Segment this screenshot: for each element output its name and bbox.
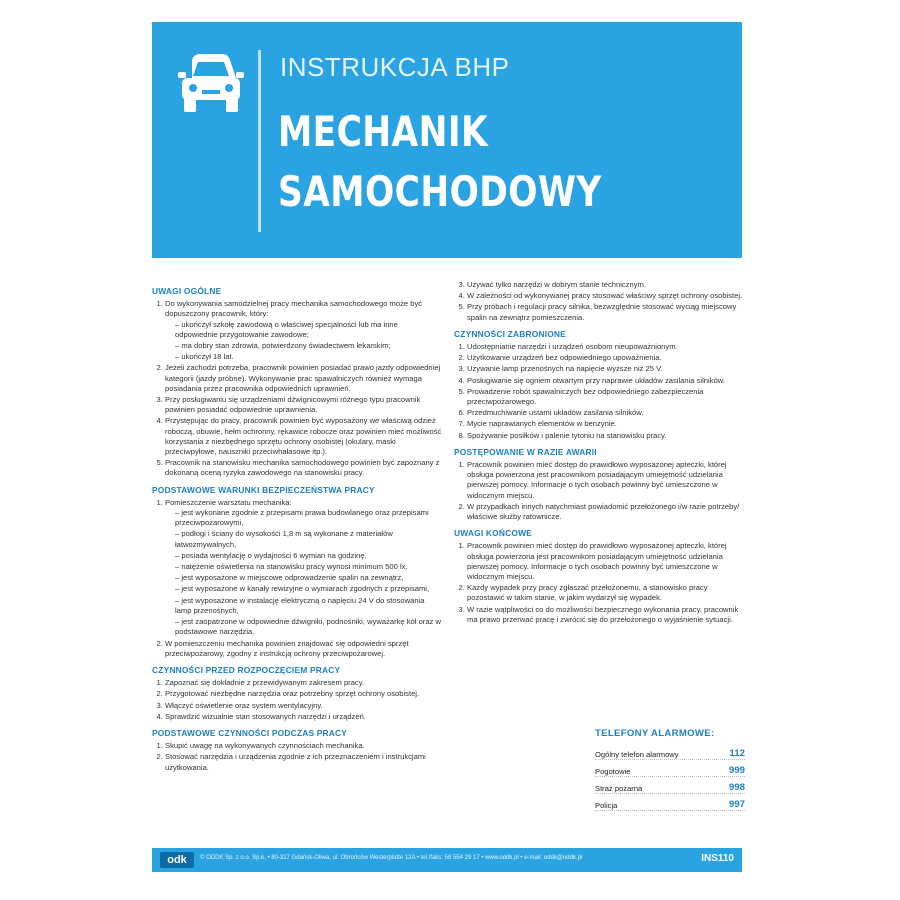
list-item: 1. Do wykonywania samodzielnej pracy mechanika samochodowego może być dopuszczony pracownik, który: – ukończył szkołę zawodową o właściwej specjalności lub ma inne odpowiednie przygotowanie zawodowe; – ma dobry stan zdrowia, potwierdzony świadectwem lekarskim; – ukończył 18 lat. bbox=[165, 299, 442, 362]
phone-row bbox=[595, 762, 745, 777]
car-icon bbox=[178, 52, 244, 114]
sub-list bbox=[165, 320, 442, 363]
list-item: 4. Przystępując do pracy, pracownik powinien być wyposażony we właściwą odzież roboczą, obuwie, hełm ochronny, rękawice robocze oraz powinien mieć możliwość korzystania z niezbędnego sprzętu ochrony osobistej (okulary, maski przeciwpyłowe, nauszniki przeciwhałasowe itp.). bbox=[165, 416, 442, 457]
list-item: 3. W razie wątpliwości co do możliwości bezpiecznego wykonania pracy, pracownik ma prawo przerwać pracę i zwrócić się do przełożonego o wyjaśnienie sytuacji. bbox=[467, 605, 744, 625]
document-code: INS110 bbox=[701, 853, 734, 864]
section-heading-before: CZYNNOŚCI PRZED ROZPOCZĘCIEM PRACY bbox=[152, 664, 341, 675]
list-item: 7. Mycie naprawianych elementów w benzynie. bbox=[467, 419, 744, 429]
sub-list-item: – jest wyposażone w kanały rewizyjne o wymiarach zgodnych z przepisami, bbox=[175, 584, 442, 594]
header-divider bbox=[258, 50, 261, 232]
section-heading-conditions: PODSTAWOWE WARUNKI BEZPIECZEŃSTWA PRACY bbox=[152, 484, 375, 495]
emergency-phones bbox=[595, 728, 745, 813]
list-item: 3. Używanie lamp przenośnych na napięcie wyższe niż 25 V. bbox=[467, 364, 744, 374]
list-item: 4. Sprawdzić wizualnie stan stosowanych narzędzi i urządzeń. bbox=[165, 712, 442, 722]
footer-text: © ODDK Sp. z o.o. Sp.k. • 80-317 Gdańsk-Oliwa, ul. Obrońców Westerplatte 12A • tel./faks: 58 554 29 17 • www.oddk.pl • e-mail: oddk@oddk.pl bbox=[200, 855, 583, 861]
phone-row bbox=[595, 779, 745, 794]
section-heading-final: UWAGI KOŃCOWE bbox=[454, 528, 532, 539]
before-list bbox=[152, 678, 442, 722]
header-subtitle: INSTRUKCJA BHP bbox=[280, 52, 510, 82]
header-title-line1: MECHANIK bbox=[278, 107, 489, 156]
list-item: 1. Pracownik powinien mieć dostęp do prawidłowo wyposażonej apteczki, której obsługa powierzona jest pracownikom posiadającym umiejętność udzielania pierwszej pomocy. Informacje o tych osobach powinny być umieszczone w widocznym miejscu. bbox=[467, 541, 744, 582]
section-heading-during: PODSTAWOWE CZYNNOŚCI PODCZAS PRACY bbox=[152, 727, 348, 738]
list-item: 8. Spożywanie posiłków i palenie tytoniu na stanowisku pracy. bbox=[467, 431, 744, 441]
list-item: 1. Pomieszczenie warsztatu mechanika: – jest wykonane zgodnie z przepisami prawa budowlanego oraz przepisami przeciwpożarowymi, – podłogi i ściany do wysokości 1,8 m są wykonane z materiałów łatwozmywalnych, – posiada wentylację o wydajności 6 wymian na godzinę, – natężenie oświetlenia na stanowisku pracy wynosi minimum 500 lx, – jest wyposażone w miejscowe odprowadzenie spalin na zewnątrz, – jest wyposażone w kanały rewizyjne o wymiarach zgodnych z przepisami, – jest wyposażone w instalację elektryczną o napięciu 24 V do stosowania lamp przenośnych, – jest zaopatrzone w odpowiednie dźwigniki, podnośniki, wyważarkę kół oraz w podstawowe narzędzia. bbox=[165, 498, 442, 638]
list-item: 2. Użytkowanie urządzeń bez odpowiedniego upoważnienia. bbox=[467, 353, 744, 363]
sub-list-item: – jest zaopatrzone w odpowiednie dźwigniki, podnośniki, wyważarkę kół oraz w podstawowe narzędzia. bbox=[175, 617, 442, 637]
list-item: 2. Przygotować niezbędne narzędzia oraz potrzebny sprzęt ochrony osobistej. bbox=[165, 689, 442, 699]
bhp-instruction-sheet bbox=[152, 22, 745, 877]
phone-row bbox=[595, 745, 745, 760]
during-list-right bbox=[454, 280, 744, 323]
phone-row bbox=[595, 796, 745, 811]
sub-list-item: – natężenie oświetlenia na stanowisku pracy wynosi minimum 500 lx, bbox=[175, 562, 442, 572]
sub-list-item: – podłogi i ściany do wysokości 1,8 m są wykonane z materiałów łatwozmywalnych, bbox=[175, 529, 442, 549]
sub-list-item: – posiada wentylację o wydajności 6 wymian na godzinę, bbox=[175, 551, 442, 561]
phone-label: Policja bbox=[595, 801, 618, 810]
section-heading-general: UWAGI OGÓLNE bbox=[152, 286, 222, 296]
phone-label: Straż pożarna bbox=[595, 784, 643, 793]
sub-list-item: – jest wyposażone w instalację elektryczną o napięciu 24 V do stosowania lamp przenośnych, bbox=[175, 596, 442, 616]
list-item: 1. Skupić uwagę na wykonywanych czynnościach mechanika. bbox=[165, 741, 442, 751]
emergency-list bbox=[454, 460, 744, 522]
list-item: 5. Prowadzenie robót spawalniczych bez odpowiedniego zabezpieczenia przeciwpożarowego. bbox=[467, 387, 744, 407]
left-column bbox=[152, 280, 442, 774]
footer-bar bbox=[152, 848, 742, 872]
header-banner bbox=[152, 22, 742, 258]
section-heading-emergency: POSTĘPOWANIE W RAZIE AWARII bbox=[454, 446, 597, 457]
final-list bbox=[454, 541, 744, 625]
list-item: 4. Posługiwanie się ogniem otwartym przy naprawie układów zasilania silników. bbox=[467, 376, 744, 386]
list-item: 3. Włączyć oświetlenie oraz system wentylacyjny. bbox=[165, 701, 442, 711]
list-item: 3. Używać tylko narzędzi w dobrym stanie technicznym. bbox=[467, 280, 744, 290]
list-item: 1. Udostępnianie narzędzi i urządzeń osobom nieupoważnionym. bbox=[467, 342, 744, 352]
list-item: 5. Przy próbach i regulacji pracy silnika, bezwzględnie stosować wyciąg miejscowy spalin na zewnątrz pomieszczenia. bbox=[467, 302, 744, 322]
sub-list-item: – jest wyposażone w miejscowe odprowadzenie spalin na zewnątrz, bbox=[175, 573, 442, 583]
phone-label: Ogólny telefon alarmowy bbox=[595, 750, 679, 759]
general-list bbox=[152, 299, 442, 478]
conditions-list bbox=[152, 498, 442, 659]
list-item: 2. W pomieszczeniu mechanika powinien znajdować się odpowiedni sprzęt przeciwpożarowy, zgodny z instrukcją ochrony przeciwpożarowej. bbox=[165, 639, 442, 659]
header-title-line2: SAMOCHODOWY bbox=[278, 167, 602, 216]
sub-list bbox=[165, 508, 442, 637]
list-item: 1. Zapoznać się dokładnie z przewidywanym zakresem pracy. bbox=[165, 678, 442, 688]
forbidden-list bbox=[454, 342, 744, 441]
right-column bbox=[454, 280, 744, 626]
sub-list-item: – ma dobry stan zdrowia, potwierdzony świadectwem lekarskim; bbox=[175, 341, 442, 351]
sub-list-item: – ukończył 18 lat. bbox=[175, 352, 442, 362]
phone-label: Pogotowie bbox=[595, 767, 631, 776]
phone-number: 999 bbox=[728, 765, 745, 776]
list-item: 3. Przy posługiwaniu się urządzeniami dźwignicowymi różnego typu pracownik powinien posiadać odpowiednie uprawnienia. bbox=[165, 395, 442, 415]
header-title bbox=[278, 102, 602, 222]
list-item: 2. Każdy wypadek przy pracy zgłaszać przełożonemu, a stanowisko pracy pozostawić w takim stanie, w jakim wydarzył się wypadek. bbox=[467, 583, 744, 603]
phone-number: 997 bbox=[728, 799, 745, 810]
publisher-logo: odk bbox=[160, 852, 194, 868]
section-heading-forbidden: CZYNNOŚCI ZABRONIONE bbox=[454, 328, 566, 339]
phone-number: 112 bbox=[729, 748, 745, 759]
list-item: 1. Pracownik powinien mieć dostęp do prawidłowo wyposażonej apteczki, której obsługa powierzona jest pracownikom posiadającym umiejętność udzielania pierwszej pomocy. Informacje o tych osobach powinny być umieszczone w widocznym miejscu. bbox=[467, 460, 744, 501]
list-item: 4. W zależności od wykonywanej pracy stosować właściwy sprzęt ochrony osobistej. bbox=[467, 291, 744, 301]
list-item: 6. Przedmuchiwanie ustami układów zasilania silników. bbox=[467, 408, 744, 418]
sub-list-item: – jest wykonane zgodnie z przepisami prawa budowlanego oraz przepisami przeciwpożarowymi, bbox=[175, 508, 442, 528]
sub-list-item: – ukończył szkołę zawodową o właściwej specjalności lub ma inne odpowiednie przygotowanie zawodowe; bbox=[175, 320, 442, 340]
list-item: 2. W przypadkach innych natychmiast powiadomić przełożonego i/w razie potrzeby/ właściwe służby ratownicze. bbox=[467, 502, 744, 522]
list-item: 5. Pracownik na stanowisku mechanika samochodowego powinien być zapoznany z dokonaną oceną ryzyka zawodowego na stanowisku pracy. bbox=[165, 458, 442, 478]
list-item: 2. Jeżeli zachodzi potrzeba, pracownik powinien posiadać prawo jazdy odpowiedniej kategorii (jazdy próbne). Wykonywanie prac spawalniczych również wymaga posiadania przez pracownika odpowiednich uprawnień. bbox=[165, 363, 442, 394]
list-item: 2. Stosować narzędzia i urządzenia zgodnie z ich przeznaczeniem i instrukcjami użytkowania. bbox=[165, 752, 442, 772]
phone-number: 998 bbox=[728, 782, 745, 793]
during-list-left bbox=[152, 741, 442, 773]
phones-title: TELEFONY ALARMOWE: bbox=[595, 728, 715, 739]
